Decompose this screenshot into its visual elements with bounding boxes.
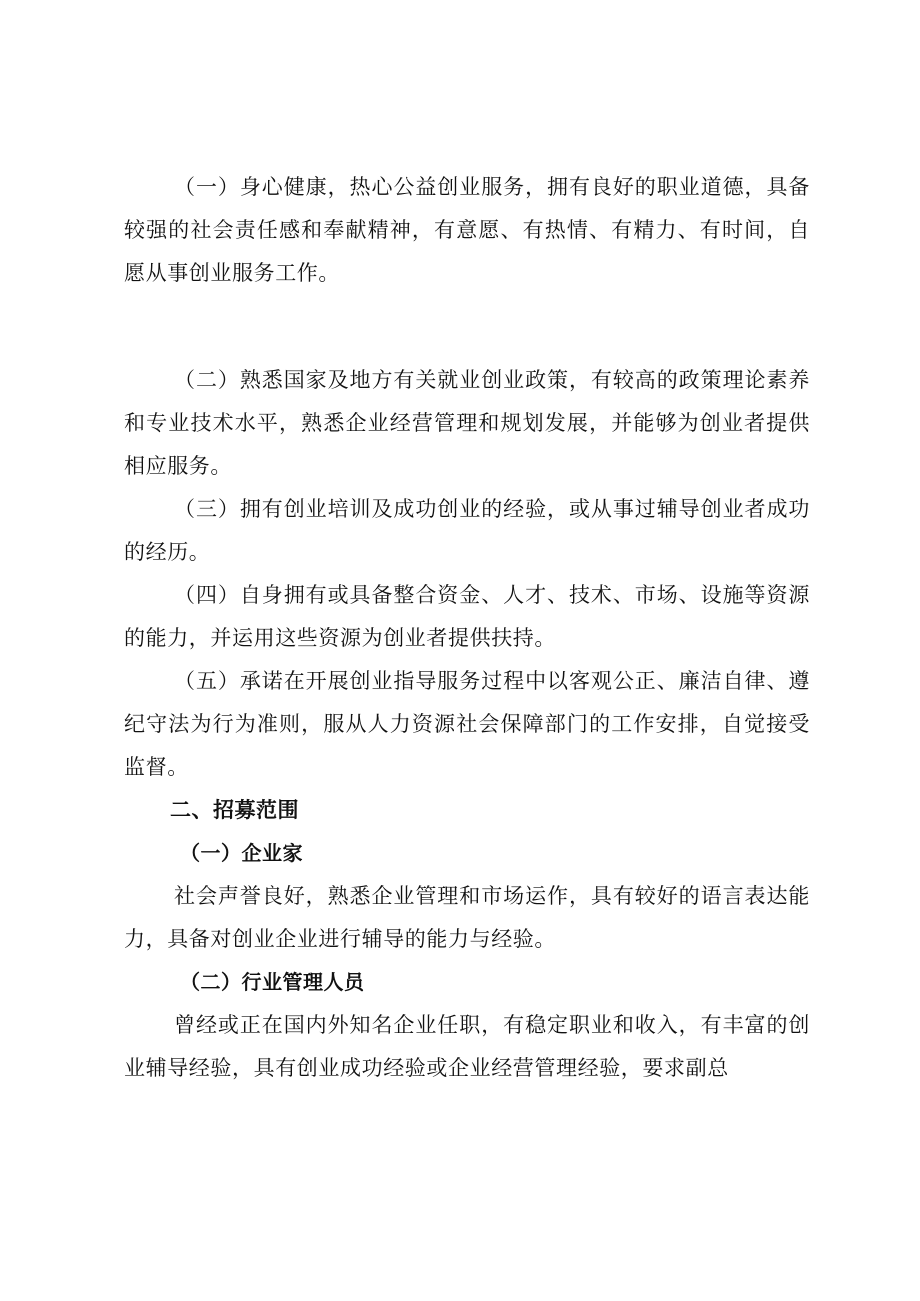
paragraph-entrepreneurs: 社会声誉良好，熟悉企业管理和市场运作，具有较好的语言表达能力，具备对创业企业进行辅导的能力与经验。 [124,884,810,951]
paragraph-requirement-1: （一）身心健康，热心公益创业服务，拥有良好的职业道德，具备较强的社会责任感和奉献精神，有意愿、有热情、有精力、有时间，自愿从事创业服务工作。 [124,175,810,285]
paragraph-industry-managers: 曾经或正在国内外知名企业任职，有稳定职业和收入，有丰富的创业辅导经验，具有创业成功经验或企业经营管理经验，要求副总 [124,1013,810,1080]
subheading-entrepreneurs: （一）企业家 [180,841,303,865]
paragraph-requirement-2: （二）熟悉国家及地方有关就业创业政策，有较高的政策理论素养和专业技术水平，熟悉企业经营管理和规划发展，并能够为创业者提供相应服务。 [124,368,810,478]
section-heading-recruitment-scope: 二、招募范围 [170,798,299,822]
subheading-industry-managers: （二）行业管理人员 [180,970,365,994]
paragraph-requirement-5: （五）承诺在开展创业指导服务过程中以客观公正、廉洁自律、遵纪守法为行为准则，服从人力资源社会保障部门的工作安排，自觉接受监督。 [124,669,810,779]
paragraph-requirement-3: （三）拥有创业培训及成功创业的经验，或从事过辅导创业者成功的经历。 [124,497,810,564]
paragraph-requirement-4: （四）自身拥有或具备整合资金、人才、技术、市场、设施等资源的能力，并运用这些资源为创业者提供扶持。 [124,583,810,650]
